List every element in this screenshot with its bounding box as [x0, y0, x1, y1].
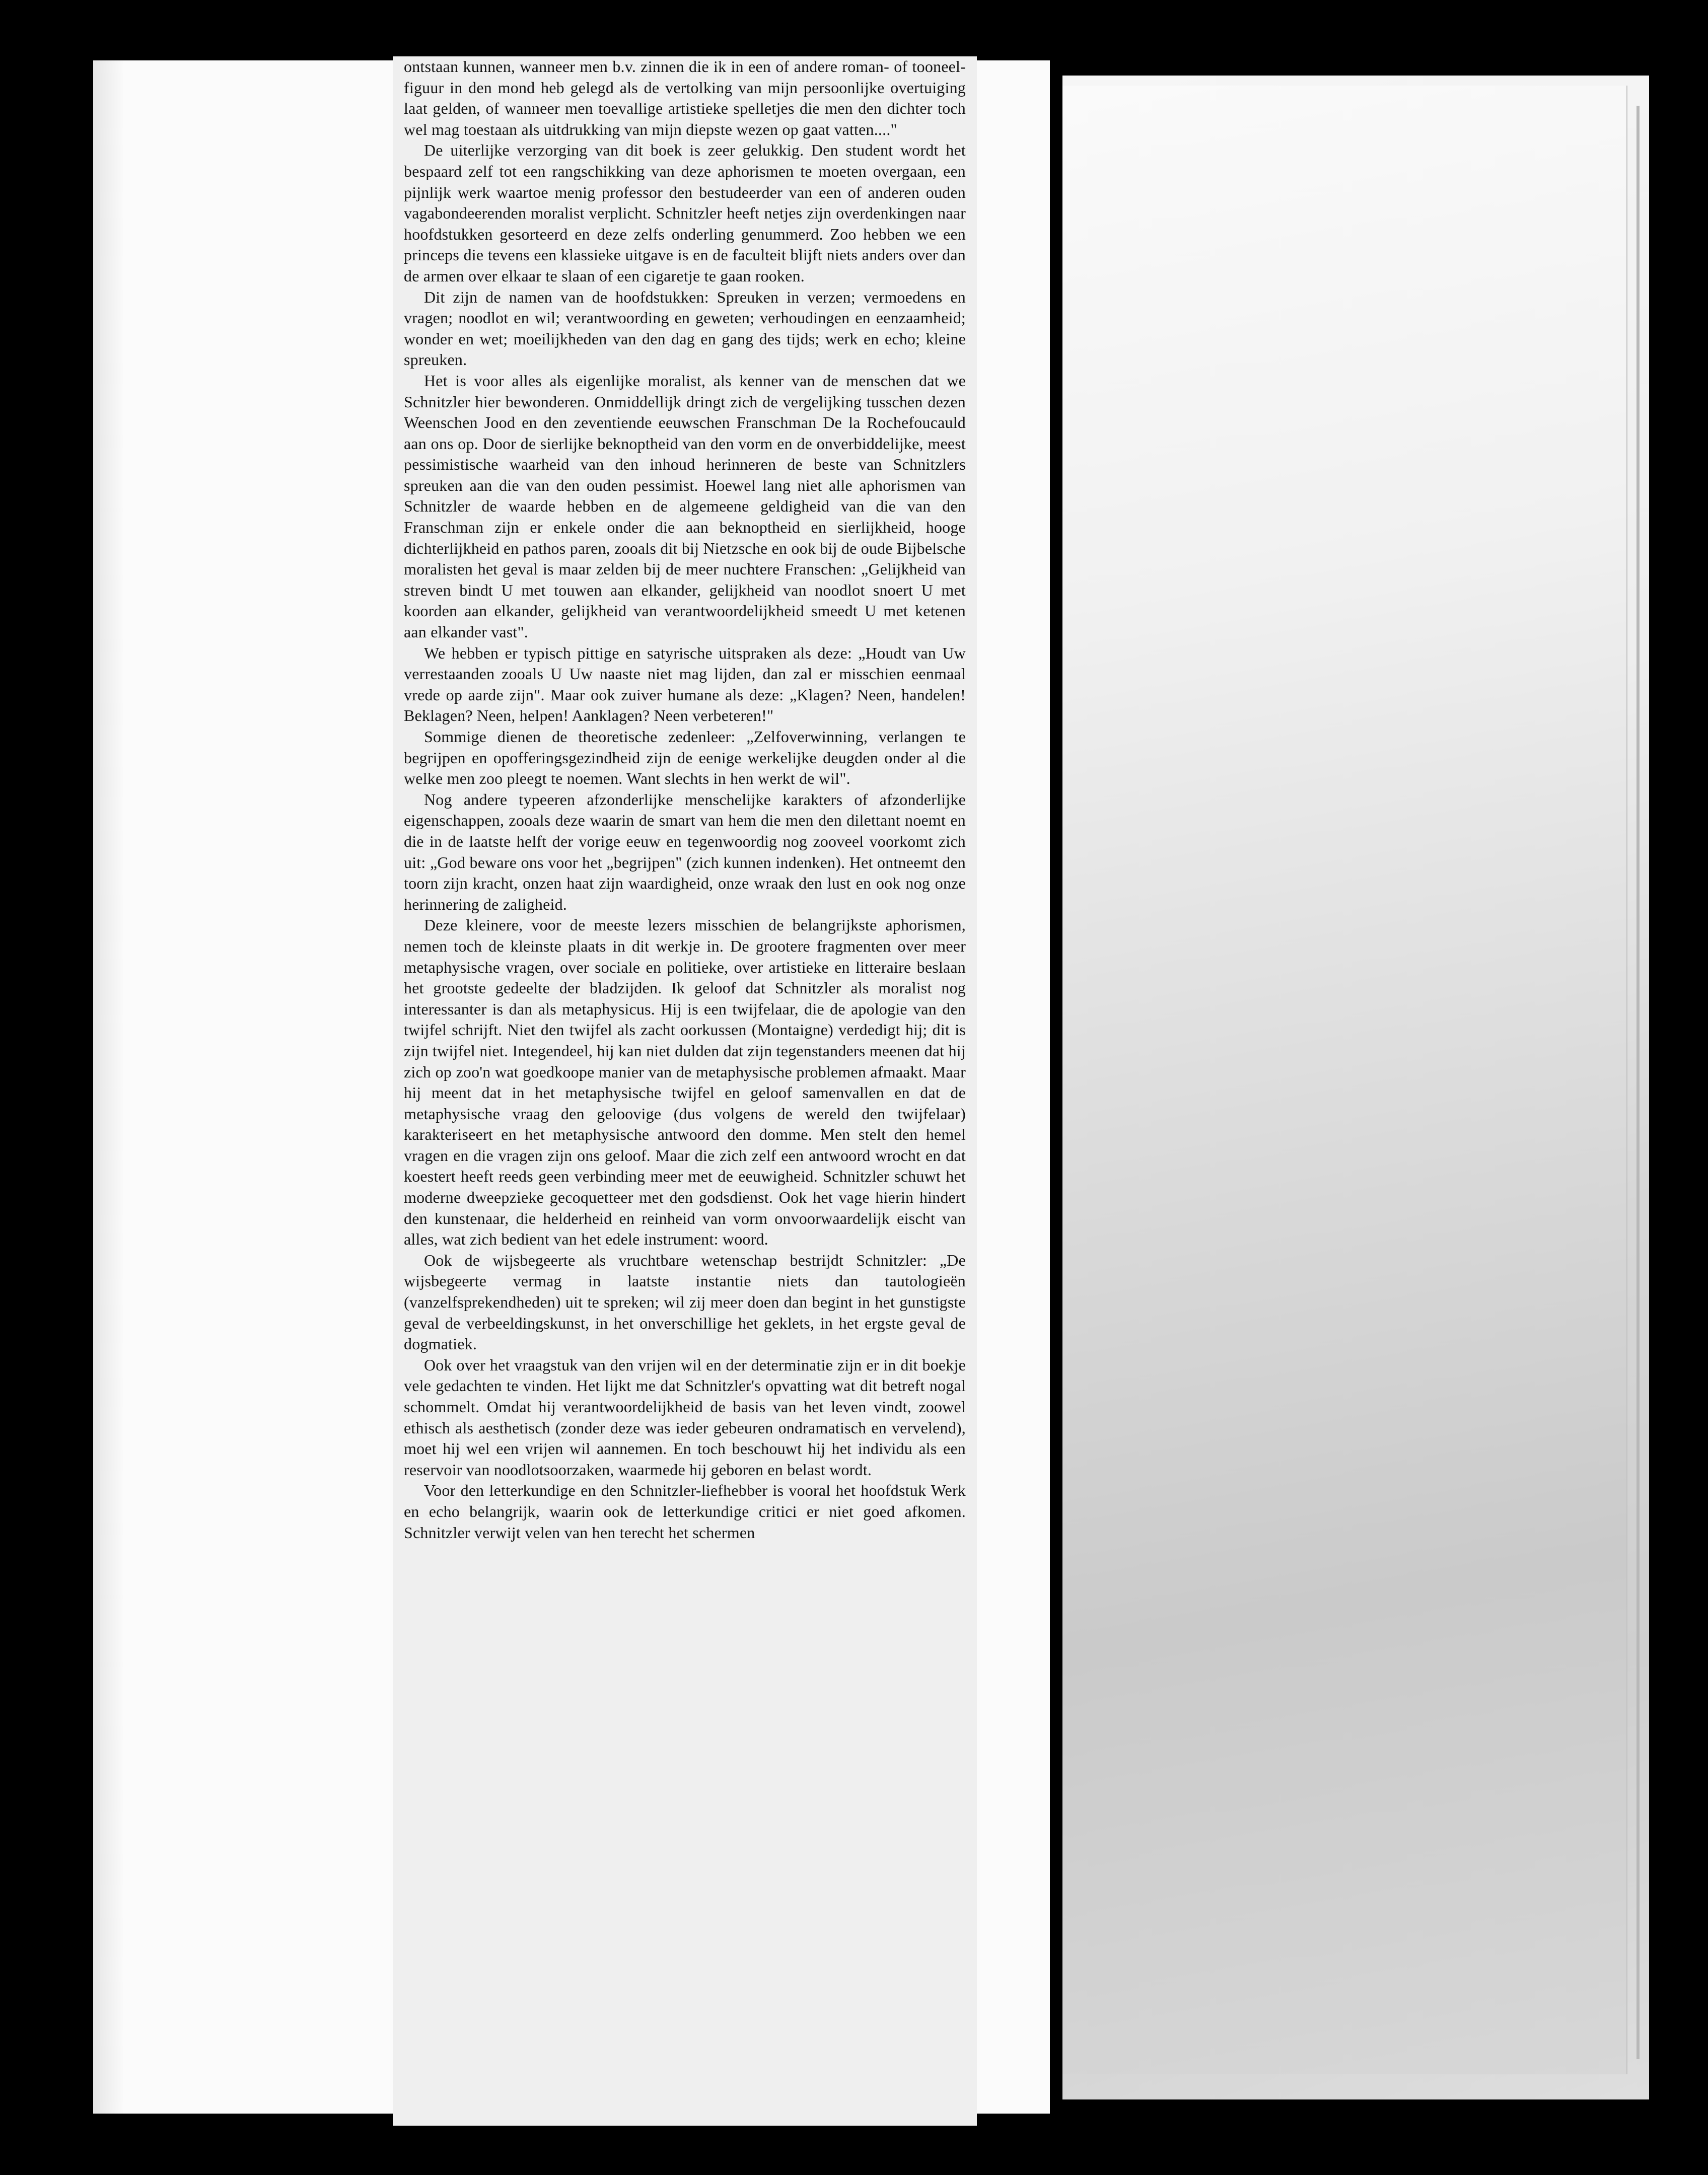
sheet-shadow-strip	[93, 60, 123, 2114]
paragraph: Het is voor alles als eigenlijke moralist, als kenner van de menschen dat we Schnitzler hier bewonderen. Onmiddellijk dringt zich de vergelijking tusschen dezen Weenschen Jood en den zeventiende eeuwschen Franschman De la Rochefoucauld aan ons op. Door de sierlijke beknoptheid van den vorm en de onverbiddelijke, meest pessimistische waarheid van den inhoud herinneren de beste van Schnitzlers spreuken aan die van den ouden pessimist. Hoewel lang niet alle aphorismen van Schnitzler de waarde hebben en de algemeene geldigheid van die van den Franschman zijn er enkele onder die aan beknoptheid en sierlijkheid, hooge dichterlijkheid en pathos paren, zooals dit bij Nietzsche en ook bij de oude Bijbelsche moralisten het geval is maar zelden bij de meer nuchtere Franschen: „Gelijkheid van streven bindt U met touwen aan elkander, gelijkheid van noodlot snoert U met koorden aan elkander, gelijkheid van verantwoordelijkheid smeedt U met ketenen aan elkander vast".	[404, 371, 966, 641]
paragraph: Dit zijn de namen van de hoofdstukken: Spreuken in verzen; vermoedens en vragen; noodlot en wil; verantwoording en geweten; verhoudingen en eenzaamheid; wonder en wet; moeilijkheden van den dag en gang des tijds; werk en echo; kleine spreuken.	[404, 287, 966, 369]
right-mounting-sheet	[1062, 76, 1649, 2099]
paragraph: Ook de wijsbegeerte als vruchtbare wetenschap bestrijdt Schnitzler: „De wijsbegeerte vermag in laatste instantie niets dan tautologieën (vanzelfsprekendheden) uit te spreken; wil zij meer doen dan begint in het gunstigste geval de verbeeldingskunst, in het onverschillige het geklets, in het ergste geval de dogmatiek.	[404, 1251, 966, 1353]
clipping-text	[404, 56, 966, 1543]
paragraph: Nog andere typeeren afzonderlijke menschelijke karakters of afzonderlijke eigenschappen, zooals deze waarin de smart van hem die men den dilettant noemt en die in de laatste helft der vorige eeuw en tegenwoordig nog zooveel voorkomt zich uit: „God beware ons voor het „begrijpen" (zich kunnen indenken). Het ontneemt den toorn zijn kracht, onzen haat zijn waardigheid, onze wraak den lust en ook nog onze herinnering de zaligheid.	[404, 790, 966, 913]
paragraph: We hebben er typisch pittige en satyrische uitspraken als deze: „Houdt van Uw verrestaanden zooals U Uw naaste niet mag lijden, dan zal er misschien eenmaal vrede op aarde zijn". Maar ook zuiver humane als deze: „Klagen? Neen, handelen! Beklagen? Neen, helpen! Aanklagen? Neen verbeteren!"	[404, 643, 966, 725]
paragraph: Sommige dienen de theoretische zedenleer: „Zelfoverwinning, verlangen te begrijpen en opofferingsgezindheid zijn de eenige werkelijke deugden onder al die welke men zoo pleegt te noemen. Want slechts in hen werkt de wil".	[404, 728, 966, 788]
paragraph: Ook over het vraagstuk van den vrijen wil en der determinatie zijn er in dit boekje vele gedachten te vinden. Het lijkt me dat Schnitzler's opvatting wat dit betreft nogal schommelt. Omdat hij verantwoordelijkheid de basis van het leven vindt, zoowel ethisch als aesthetisch (zonder deze was ieder gebeuren ondramatisch en vervelend), moet hij wel een vrijen wil aannemen. En toch beschouwt hij het individu als een reservoir van noodlotsoorzaken, waarmede hij geboren en belast wordt.	[404, 1355, 966, 1479]
right-sheet-edge	[1636, 106, 1640, 2059]
newspaper-clipping	[393, 56, 977, 2126]
right-sheet-inner	[1062, 86, 1627, 2074]
paragraph: Deze kleinere, voor de meeste lezers misschien de belangrijkste aphorismen, nemen toch de kleinste plaats in dit werkje in. De grootere fragmenten over meer metaphysische vragen, over sociale en politieke, over artistieke en litteraire beslaan het grootste gedeelte der bladzijden. Ik geloof dat Schnitzler als moralist nog interessanter is dan als metaphysicus. Hij is een twijfelaar, die de apologie van den twijfel schrijft. Niet den twijfel als zacht oorkussen (Montaigne) verdedigt hij; dit is zijn twijfel niet. Integendeel, hij kan niet dulden dat zijn tegenstanders meenen dat hij zich op zoo'n wat goedkoope manier van de metaphysische problemen afmaakt. Maar hij meent dat in het metaphysische twijfel en geloof samenvallen en dat de metaphysische vraag den geloovige (dus volgens de wereld den twijfelaar) karakteriseert en het metaphysische antwoord den domme. Men stelt den hemel vragen en die vragen zijn ons geloof. Maar die zich zelf een antwoord wrocht en dat koestert heeft reeds geen verbinding meer met de eeuwigheid. Schnitzler schuwt het moderne dweepzieke gecoquetteer met den godsdienst. Ook het vage hierin hindert den kunstenaar, die helderheid en reinheid van vorm onvoorwaardelijk eischt van alles, wat zich bedient van het edele instrument: woord.	[404, 916, 966, 1249]
paragraph: Voor den letterkundige en den Schnitzler-liefhebber is vooral het hoofdstuk Werk en echo belangrijk, waarin ook de letterkundige critici er niet goed afkomen. Schnitzler verwijt velen van hen terecht het schermen	[404, 1481, 966, 1542]
paragraph: De uiterlijke verzorging van dit boek is zeer gelukkig. Den student wordt het bespaard zelf tot een rangschikking van deze aphorismen te moeten overgaan, een pijnlijk werk waartoe menig professor den bestudeerder van een of anderen ouden vagabondeerenden moralist verplicht. Schnitzler heeft netjes zijn overdenkingen naar hoofdstukken gesorteerd en deze zelfs onderling genummerd. Zoo hebben we een princeps die tevens een klassieke uitgave is en de faculteit blijft niets anders over dan de armen over elkaar te slaan of een cigaretje te gaan rooken.	[404, 141, 966, 285]
paragraph: ontstaan kunnen, wanneer men b.v. zinnen die ik in een of andere roman- of tooneel-figuur in den mond heb gelegd als de vertolking van mijn persoonlijke overtuiging laat gelden, of wanneer men toevallige artistieke spelletjes die men den dichter toch wel mag toestaan als uitdrukking van mijn diepste wezen op gaat vatten...."	[404, 57, 966, 138]
